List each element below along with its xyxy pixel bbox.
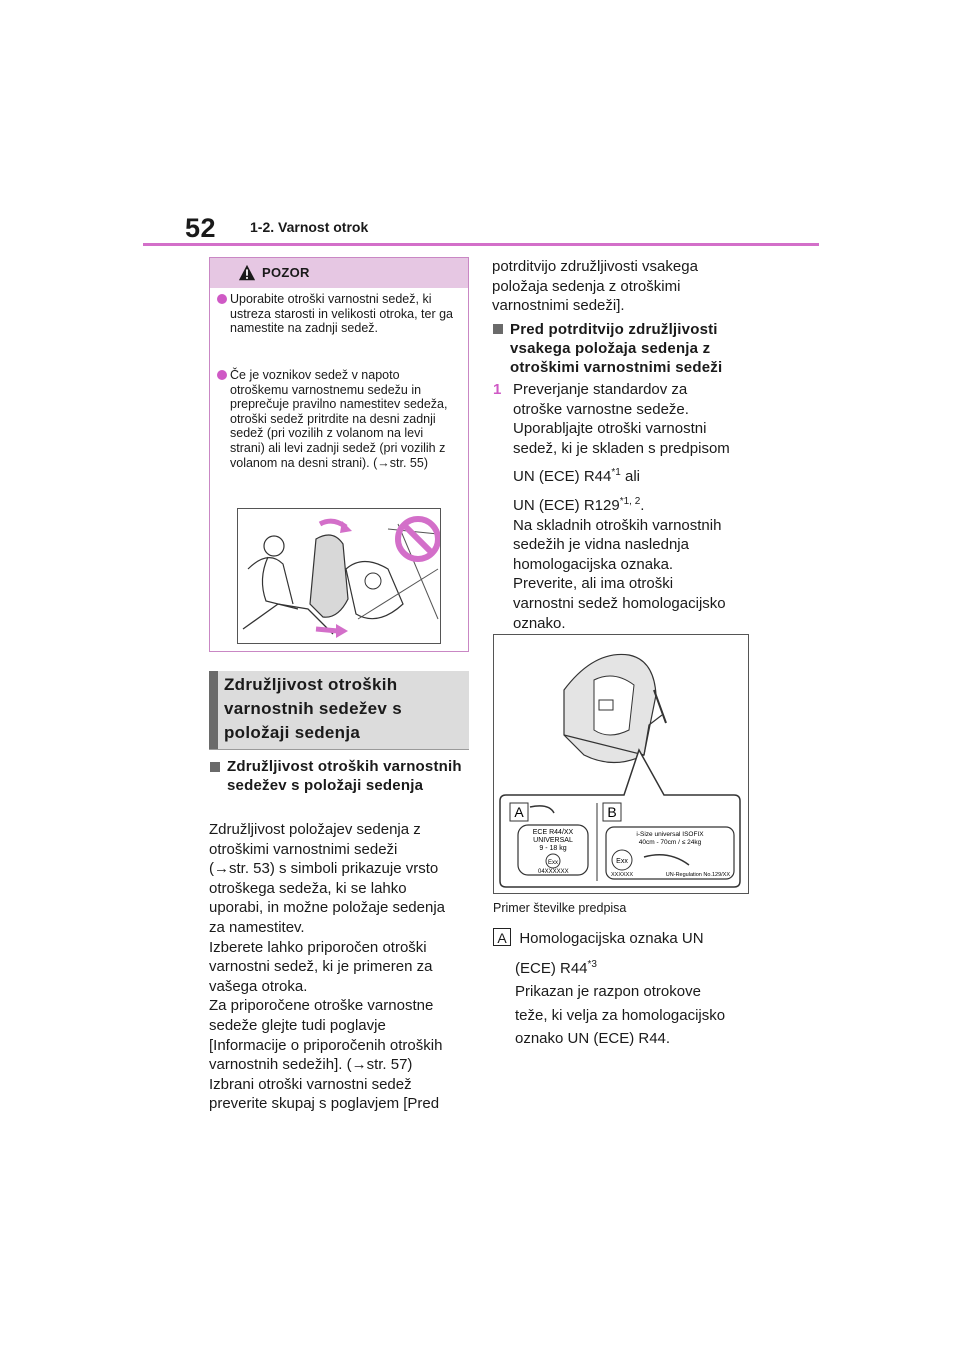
step-text: Preverjanje standardov za otroške varnostne sedeže. Uporabljajte otroški varnostni sedež, ki je skladen s predpisom UN (ECE) R44$^{*1}$ ali UN (ECE) R129$^{*1, 2}$. Na skladnih otroških varnostnih sedežih je vidna naslednja homologacijska oznaka. Preverite, ali ima otroški varnostni sedež homologacijsko oznako. bbox=[513, 381, 730, 632]
seat-illustration-drawing bbox=[238, 509, 440, 643]
label-b-line2: 40cm - 70cm / ≤ 24kg bbox=[638, 839, 702, 846]
label-figure-drawing bbox=[494, 635, 748, 893]
label-b-mark: Exx bbox=[616, 858, 628, 865]
label-b-reg: UN-Regulation No.129/XX bbox=[665, 872, 730, 878]
heading-bar bbox=[209, 671, 218, 749]
bullet-icon bbox=[217, 370, 227, 380]
square-bullet-icon bbox=[493, 324, 503, 334]
header-rule bbox=[143, 243, 819, 246]
label-b-line1: i-Size universal ISOFIX bbox=[636, 831, 704, 838]
section-title: 1-2. Varnost otrok bbox=[250, 219, 369, 235]
section-heading: Združljivost otroških varnostnih sedežev s položaji sedenja bbox=[224, 675, 402, 742]
label-a-line2: UNIVERSAL bbox=[533, 837, 573, 844]
caution-box bbox=[209, 257, 469, 652]
bullet-icon bbox=[217, 294, 227, 304]
intro-paragraph: potrditvijo združljivosti vsakega položaja sedenja z otroškimi varnostnimi sedeži]. bbox=[492, 258, 698, 315]
caution-item: Če je voznikov sedež v napoto otroškemu varnostnemu sedežu in preprečuje pravilno namestitev sedeža, otroški sedež pritrdite na desni zadnji sedež (pri vozilih z volanom na levi strani) ali levi zadnji sedež (pri vozilih z volanom na desni strani). (→str. 55) bbox=[230, 368, 458, 470]
caution-header bbox=[210, 258, 468, 288]
caution-item: Uporabite otroški varnostni sedež, ki ustreza starosti in velikosti otroka, ter ga namestite na zadnji sedež. bbox=[230, 292, 458, 336]
subheading: Združljivost otroških varnostnih sedežev s položaji sedenja bbox=[227, 758, 462, 794]
figure-caption: Primer številke predpisa bbox=[493, 901, 627, 915]
label-description: A Homologacijska oznaka UN (ECE) R44$^{*3}$ Prikazan je razpon otrokove teže, ki velja za homologacijsko oznako UN (ECE) R44. bbox=[493, 928, 755, 1049]
label-b-code: XXXXXX bbox=[611, 872, 634, 878]
label-a-line3: 9 - 18 kg bbox=[539, 845, 567, 852]
label-marker: A bbox=[493, 928, 511, 946]
section-heading-box bbox=[209, 671, 469, 750]
homologation-label-figure bbox=[493, 634, 749, 894]
label-a-line1: ECE R44/XX bbox=[532, 829, 574, 836]
warning-icon bbox=[238, 264, 256, 282]
label-a-mark: Exx bbox=[547, 860, 559, 866]
label-a: A bbox=[514, 804, 524, 820]
label-b: B bbox=[607, 804, 617, 820]
seat-interference-illustration bbox=[237, 508, 441, 644]
compatibility-paragraph: Združljivost položajev sedenja z otroškimi varnostnimi sedeži (→str. 53) s simboli prikazuje vrsto otroškega sedeža, ki se lahko uporabi, in možne položaje sedenja za namestitev. Izberete lahko priporočen otroški varnostni sedež, ki je primeren za vašega otroka. Za priporočene otroške varnostne sedeže glejte tudi poglavje [Informacije o priporočenih otroških varnostnih sedežih]. (→str. 57) Izbrani otroški varnostni sedež preverite skupaj s poglavjem [Pred bbox=[209, 821, 445, 1113]
label-a-code: 04XXXXXX bbox=[538, 869, 569, 875]
subheading: Pred potrditvijo združljivosti vsakega položaja sedenja z otroškimi varnostnimi sedeži bbox=[510, 321, 723, 376]
square-bullet-icon bbox=[210, 762, 220, 772]
page-number: 52 bbox=[185, 213, 217, 243]
caution-title: POZOR bbox=[262, 265, 310, 280]
step-number: 1 bbox=[493, 381, 502, 398]
